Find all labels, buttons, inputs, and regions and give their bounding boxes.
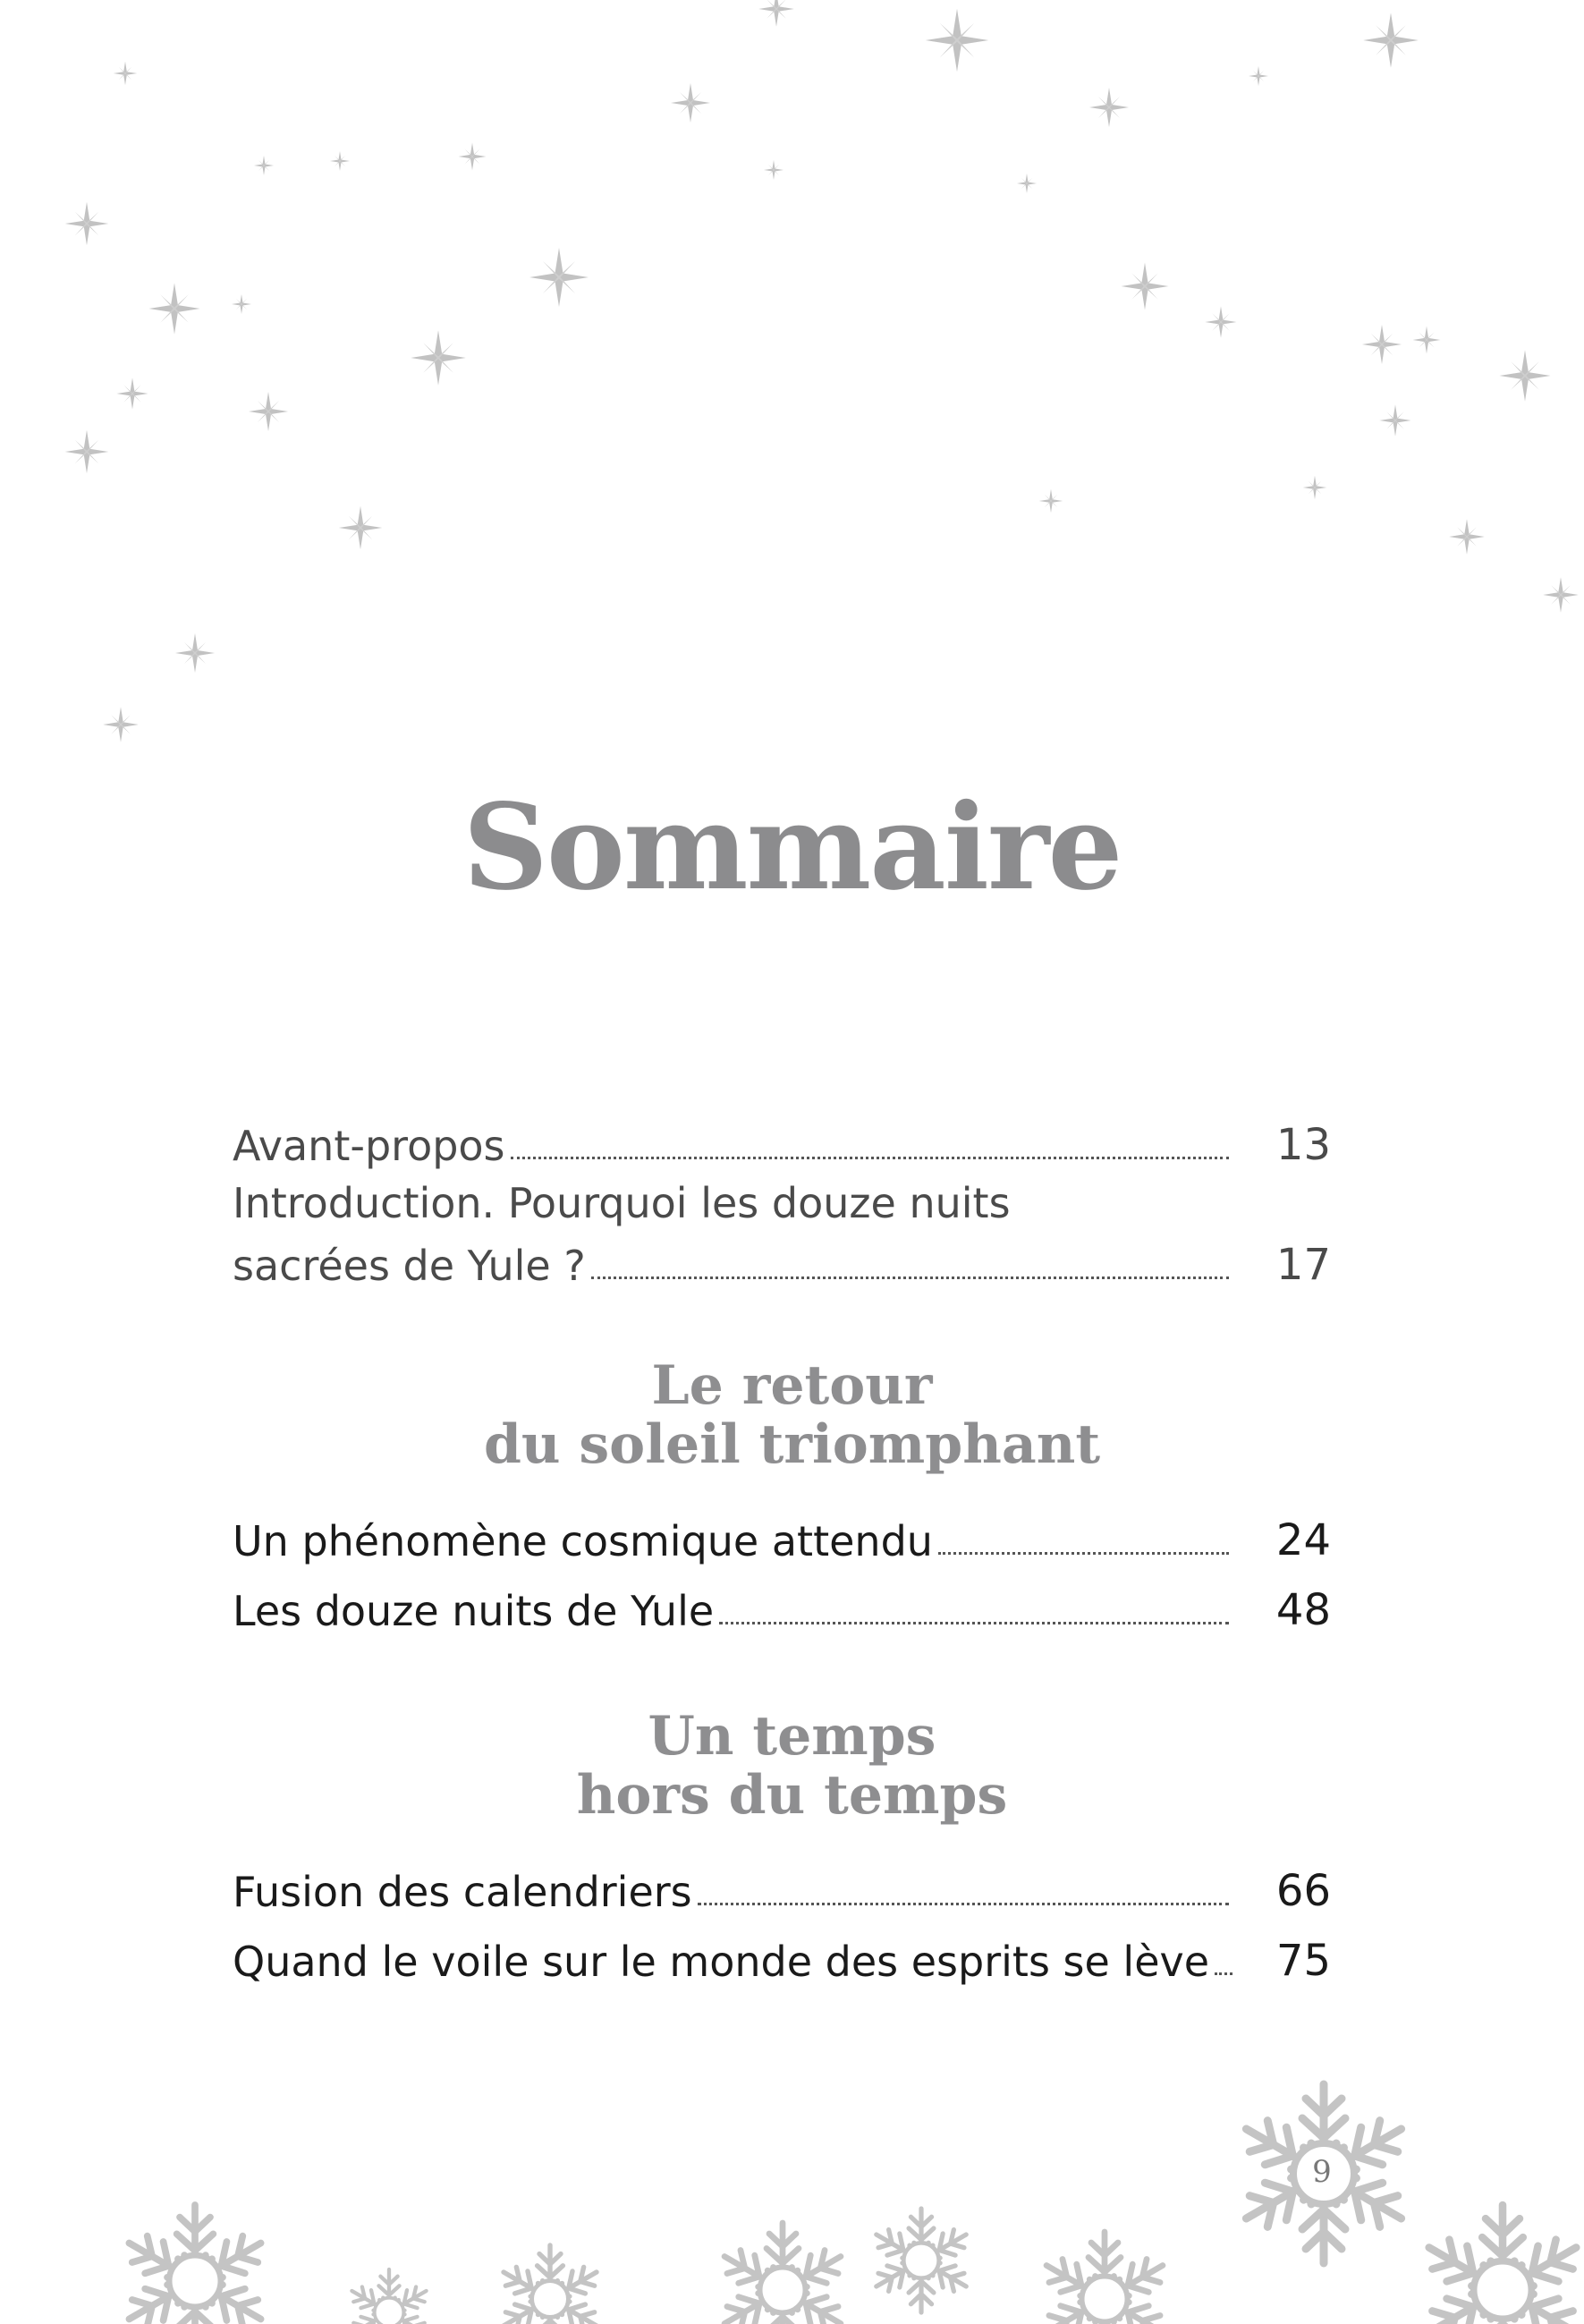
dot-leader (1215, 1972, 1232, 1975)
dot-leader (938, 1552, 1229, 1555)
toc-entry-label: Les douze nuits de Yule (233, 1587, 715, 1636)
toc-entry-page: 75 (1275, 1936, 1331, 1986)
toc-entry-page: 17 (1275, 1240, 1331, 1290)
dot-leader (591, 1277, 1229, 1279)
dot-leader (511, 1157, 1229, 1159)
toc-entry-page: 48 (1275, 1585, 1331, 1635)
toc-entry-page: 24 (1275, 1515, 1331, 1565)
toc-entry[interactable] (233, 1109, 1331, 1179)
toc-entry[interactable] (233, 1574, 1331, 1644)
toc-section-2 (233, 1855, 1331, 1995)
page-title: Sommaire (462, 778, 1122, 917)
section-title: Le retour du soleil triomphant (483, 1354, 1101, 1476)
toc-section-1 (233, 1505, 1331, 1644)
toc-entry-page: 66 (1275, 1866, 1331, 1916)
toc-entry-label: Un phénomène cosmique attendu (233, 1517, 933, 1566)
page-number: 9 (1312, 2154, 1332, 2190)
toc-entry-page: 13 (1275, 1120, 1331, 1170)
dot-leader (719, 1622, 1229, 1624)
toc-entry-label: Avant-propos (233, 1122, 505, 1171)
toc-intro (233, 1109, 1331, 1299)
toc-entry[interactable] (233, 1925, 1331, 1995)
toc-entry-label-line2: sacrées de Yule ? (233, 1242, 586, 1291)
toc-entry[interactable] (233, 1505, 1331, 1574)
dot-leader (698, 1903, 1229, 1905)
toc-entry-label: Fusion des calendriers (233, 1868, 692, 1917)
toc-entry-label-line1: Introduction. Pourquoi les douze nuits (233, 1179, 1011, 1227)
section-title: Un temps hors du temps (576, 1705, 1008, 1827)
toc-entry[interactable] (233, 1855, 1331, 1925)
toc-entry-label: Quand le voile sur le monde des esprits se lève (233, 1938, 1210, 1987)
toc-entry[interactable] (233, 1179, 1331, 1299)
